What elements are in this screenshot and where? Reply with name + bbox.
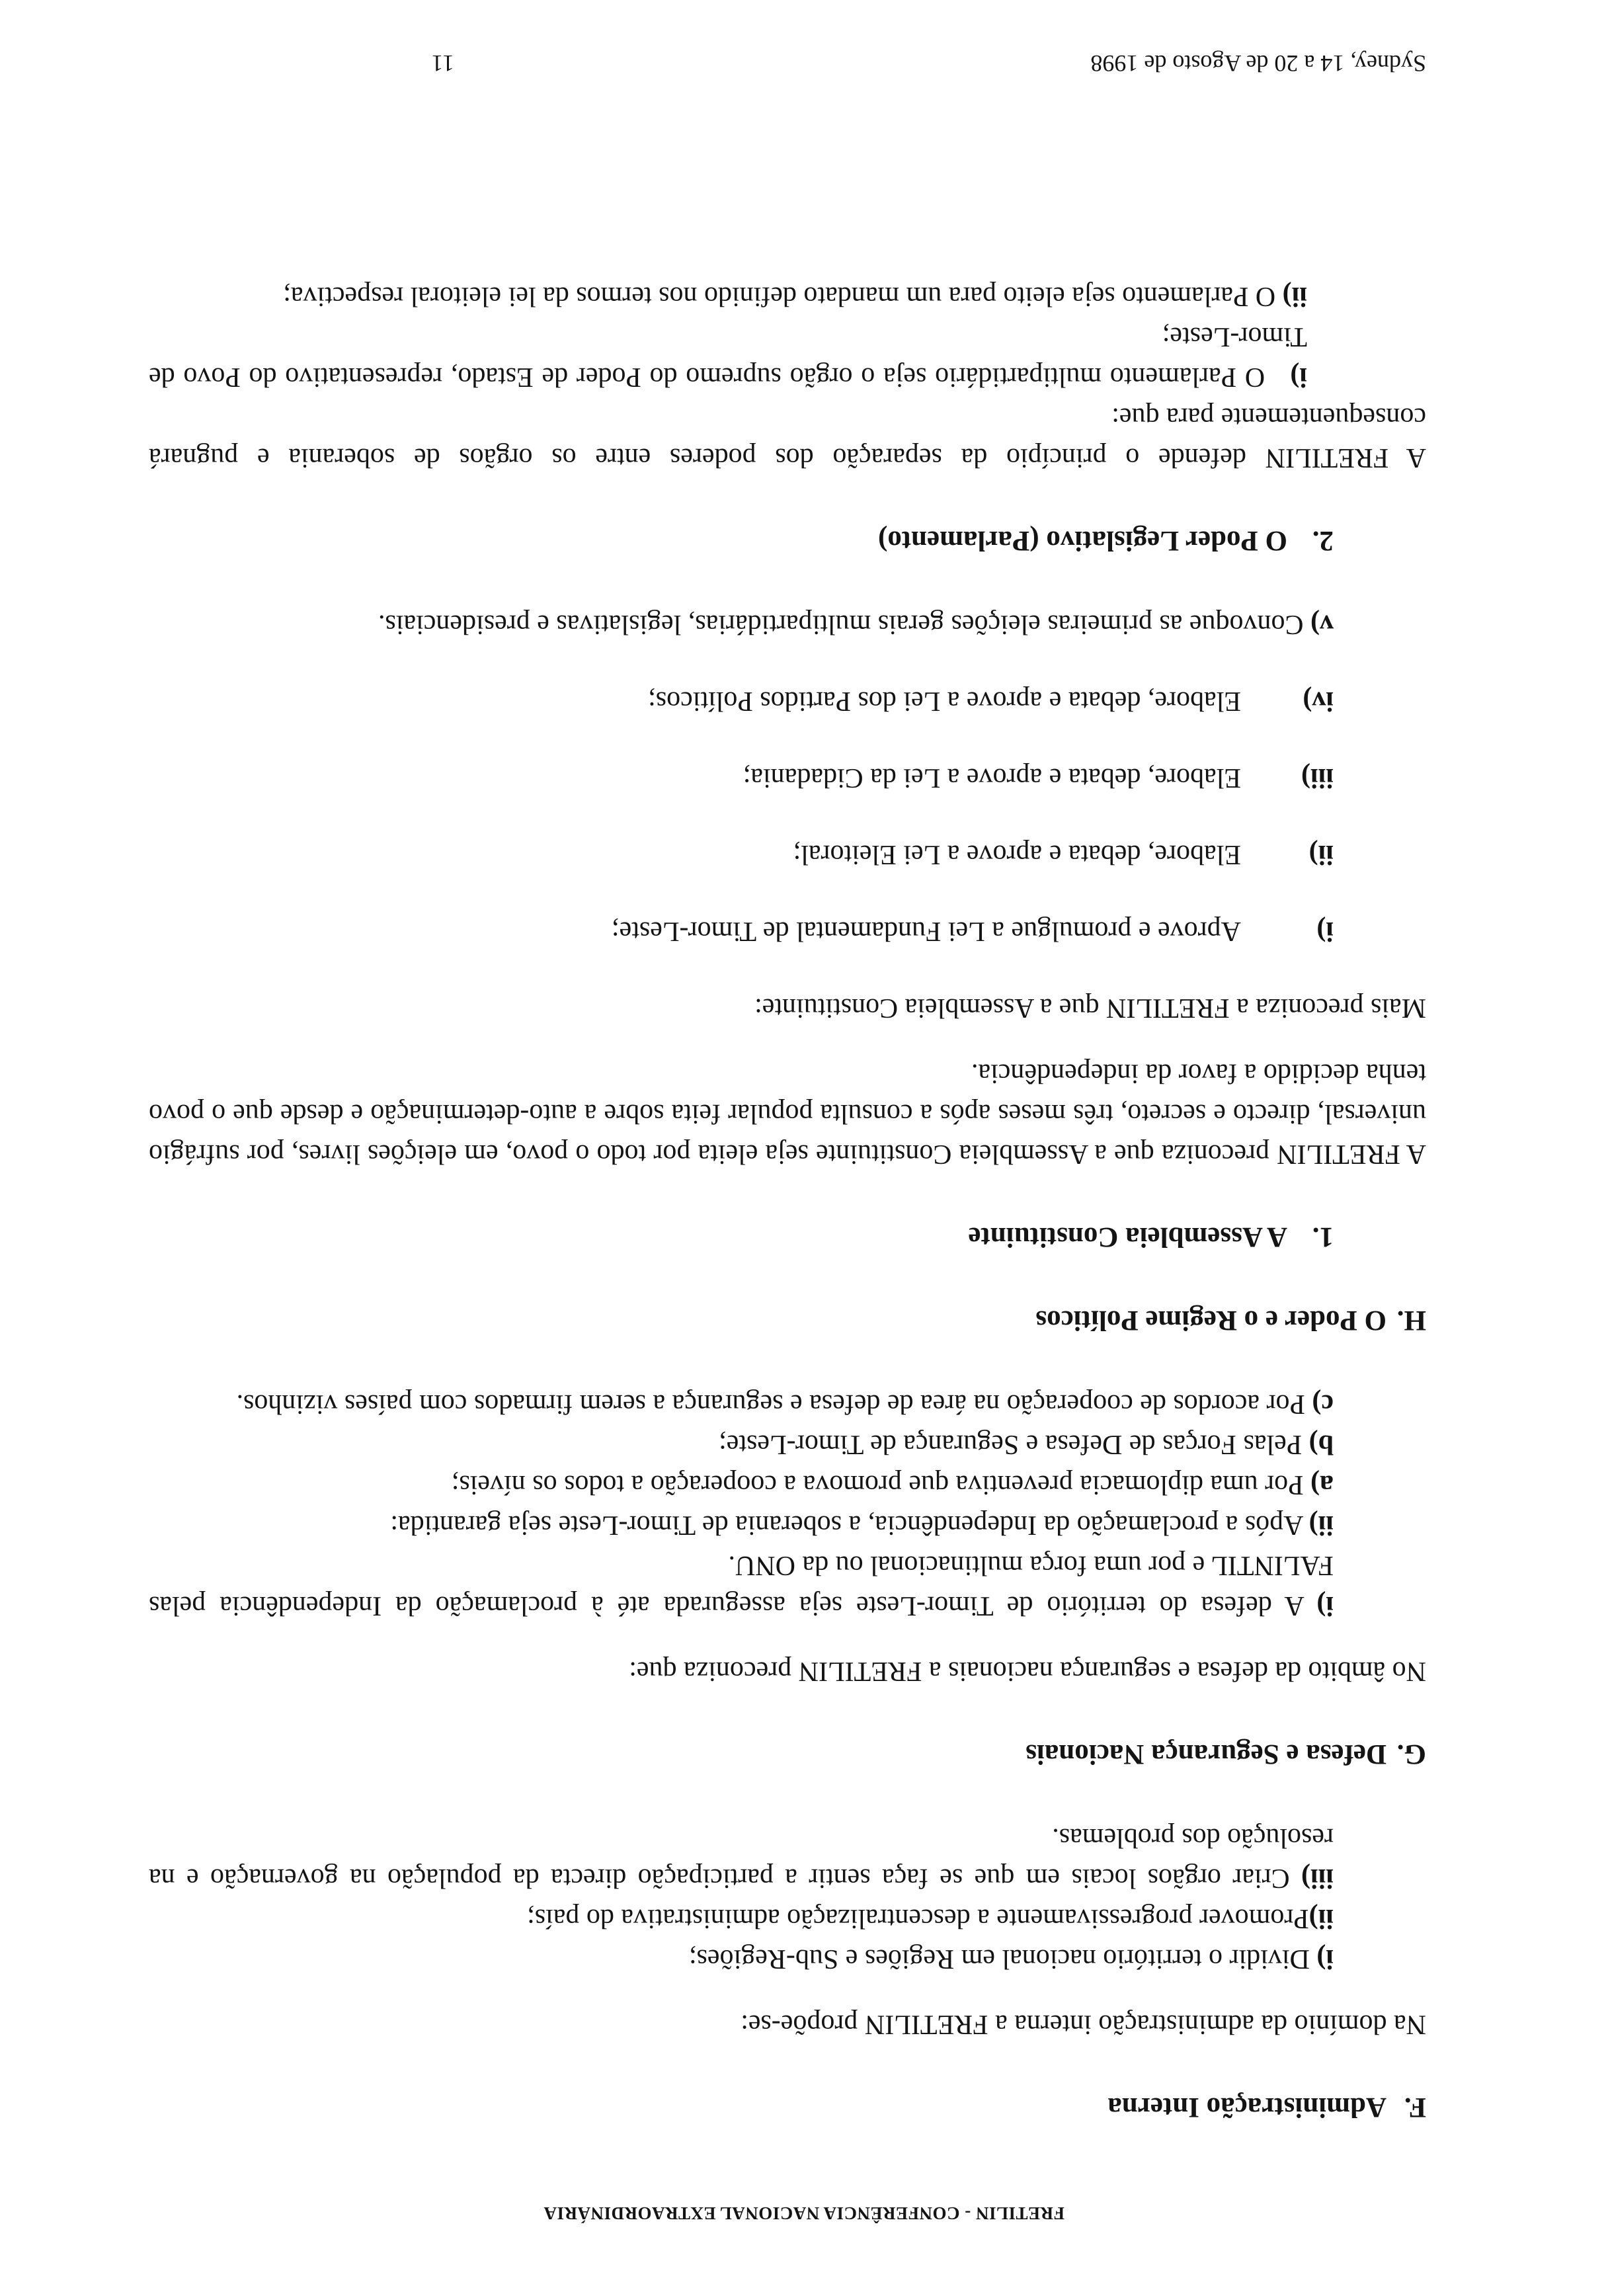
list-text: Aprove e promulgue a Lei Fundamental de Timor-Leste; — [611, 916, 1241, 946]
subsection-1-heading — [149, 1217, 1426, 1257]
subsection-1-paragraph: A FRETILIN preconiza que a Assembleia Constituinte seja eleita por todo o povo, em eleições livres, por sufrágio universal, directo e secreto, três meses após a consulta popular feita sobre a auto-determinação e desde que o povo tenha decidido a favor da independência. — [149, 1058, 1426, 1169]
subsection-2-paragraph: A FRETILIN defende o princípio da separação dos poderes entre os orgãos de soberania e pugnará consequentemente para que: — [149, 402, 1426, 473]
list-item — [149, 276, 1334, 316]
sub-list-item — [149, 1464, 1334, 1504]
document-body — [149, 276, 1426, 2127]
sub-list-item — [149, 1383, 1334, 1424]
section-f-heading — [149, 2087, 1426, 2127]
list-marker: i) — [1316, 1944, 1334, 1974]
list-marker: ii) — [1308, 839, 1334, 870]
section-g-list — [149, 1383, 1426, 1625]
list-text: Promover progressivamente a descentralização administrativa do país; — [527, 1903, 1309, 1934]
list-item — [149, 1817, 1334, 1898]
section-f-title: Administração Interna — [1107, 2092, 1387, 2123]
list-text: Elabore, debata e aprove a Lei Eleitoral; — [793, 839, 1241, 870]
list-item — [149, 1938, 1334, 1979]
list-text: Elabore, debata e aprove a Lei dos Partidos Políticos; — [648, 686, 1241, 716]
list-text: Dividir o território nacional em Regiões e Sub-Regiões; — [688, 1944, 1310, 1974]
list-item — [149, 680, 1334, 721]
sub-list-text: Por acordos de cooperação na área de defesa e segurança a serem firmados com países vizinhos. — [236, 1389, 1305, 1419]
section-g-letter: G. — [1396, 1739, 1426, 1770]
footer-place-date: Sydney, 14 a 20 de Agosto de 1998 — [1090, 50, 1426, 77]
list-text: O Parlamento multipartidário seja o orgão supremo do Poder de Estado, representativo do Povo de Timor-Leste; — [149, 321, 1307, 392]
list-item — [149, 316, 1334, 397]
sub-list-item — [149, 1424, 1334, 1464]
list-marker: i) — [1290, 362, 1307, 392]
section-h-letter: H. — [1396, 1305, 1426, 1336]
running-header: FRETILIN - CONFERÊNCIA NACIONAL EXTRAORDINÁRIA — [543, 2203, 1065, 2223]
list-marker: v) — [1310, 609, 1334, 639]
list-item — [149, 604, 1334, 644]
section-f-intro: Na domínio da administração interna a FRETILIN propõe-se: — [741, 2009, 1426, 2039]
section-g-heading — [149, 1734, 1426, 1774]
subsection-1-title: A Assembleia Constituinte — [968, 1221, 1287, 1252]
list-marker: i) — [1316, 1590, 1334, 1621]
subsection-1-number: 1. — [1312, 1221, 1334, 1252]
list-text: O Parlamento seja eleito para um mandato definido nos termos da lei eleitoral respectiva; — [283, 281, 1276, 311]
list-text: Convoque as primeiras eleições gerais multipartidárias, legislativas e presidenciais. — [378, 609, 1304, 639]
list-item — [149, 757, 1334, 798]
sub-list-marker: a) — [1310, 1469, 1334, 1500]
list-item — [149, 1898, 1334, 1938]
list-marker: iii) — [1301, 762, 1334, 793]
section-h-heading — [149, 1300, 1426, 1340]
section-g-intro: No âmbito da defesa e segurança nacionais a FRETILIN preconiza que: — [629, 1656, 1426, 1686]
list-marker: ii) — [1308, 1903, 1334, 1934]
list-text: Criar orgãos locais em que se faça sentir a participação directa da população na governação e na resolução dos problemas. — [149, 1823, 1334, 1893]
section-f-letter: F. — [1404, 2092, 1426, 2123]
list-item — [149, 1504, 1334, 1545]
sub-list-text: Pelas Forças de Defesa e Segurança de Timor-Leste; — [719, 1429, 1303, 1459]
list-marker: iii) — [1301, 1863, 1334, 1893]
subsection-1-list — [149, 604, 1426, 951]
list-item — [149, 1545, 1334, 1625]
subsection-1-intro: Mais preconiza a FRETILIN que a Assembleia Constituinte: — [754, 993, 1426, 1023]
list-item — [149, 834, 1334, 874]
subsection-2-title: O Poder Legislativo (Parlamento) — [877, 525, 1287, 556]
list-text: Elabore, debata e aprove a Lei da Cidadania; — [743, 762, 1241, 793]
subsection-2-list — [149, 276, 1426, 397]
page-footer — [149, 44, 1426, 77]
subsection-2-heading — [149, 520, 1426, 561]
page-number: 11 — [431, 50, 454, 77]
list-item — [149, 911, 1334, 951]
section-g-title: Defesa e Segurança Nacionais — [1025, 1739, 1387, 1770]
list-marker: i) — [1316, 916, 1334, 946]
list-text: A defesa do território de Timor-Leste seja assegurada até à proclamação da Independência pelas FALINTIL e por uma força multinacional ou da ONU. — [149, 1550, 1334, 1621]
list-marker: ii) — [1308, 1510, 1334, 1540]
sub-list-text: Por uma diplomacia preventiva que promova a cooperação a todos os níveis; — [451, 1469, 1304, 1500]
list-marker: iv) — [1303, 686, 1334, 716]
sub-list-marker: c) — [1312, 1389, 1334, 1419]
sub-list-marker: b) — [1308, 1429, 1334, 1459]
section-f-list — [149, 1817, 1426, 1979]
section-h-title: O Poder e o Regime Políticos — [1035, 1305, 1387, 1336]
list-text: Após a proclamação da Independência, a soberania de Timor-Leste seja garantida: — [390, 1510, 1304, 1540]
subsection-2-number: 2. — [1312, 525, 1334, 556]
list-marker: ii) — [1282, 281, 1307, 311]
